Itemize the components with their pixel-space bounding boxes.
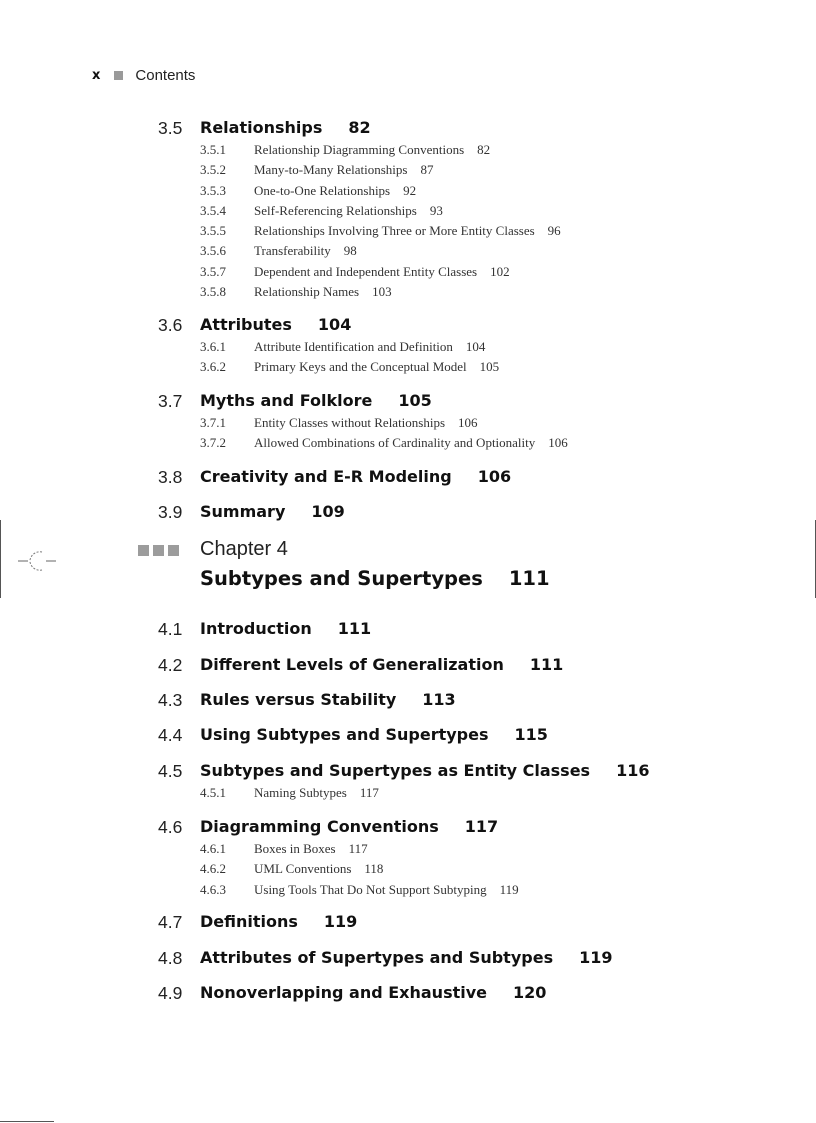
section-number: 3.7: [158, 391, 183, 411]
crop-mark-bottom: [0, 1121, 54, 1122]
section-title: Using Subtypes and Supertypes 115: [200, 725, 548, 744]
chapter-marker-icon: [138, 545, 179, 556]
section-number: 4.9: [158, 983, 183, 1003]
section-number: 4.7: [158, 912, 183, 932]
section-number: 3.5: [158, 118, 183, 138]
section-title: Introduction 111: [200, 619, 372, 638]
section-number: 4.2: [158, 655, 183, 675]
section-number: 4.5: [158, 761, 183, 781]
section-title: Subtypes and Supertypes as Entity Classes 116: [200, 761, 650, 780]
section-title: Attributes 104: [200, 315, 352, 334]
section-number: 3.6: [158, 315, 183, 335]
running-head: [92, 65, 195, 85]
section-title: Nonoverlapping and Exhaustive 120: [200, 983, 547, 1002]
square-bullet-icon: [114, 71, 123, 80]
crop-mark-left: [0, 520, 1, 598]
section-title: Definitions 119: [200, 912, 358, 931]
section-title: Myths and Folklore 105: [200, 391, 432, 410]
running-head-title: Contents: [135, 66, 196, 84]
section-title: Diagramming Conventions 117: [200, 817, 499, 836]
section-number: 4.6: [158, 817, 183, 837]
section-title: Creativity and E-R Modeling 106: [200, 467, 512, 486]
section-number: 4.1: [158, 619, 183, 639]
section-number: 4.3: [158, 690, 183, 710]
section-number: 4.4: [158, 725, 183, 745]
section-title: Relationships 82: [200, 118, 371, 137]
section-number: 3.8: [158, 467, 183, 487]
section-title: Attributes of Supertypes and Subtypes 119: [200, 948, 613, 967]
chapter-title: Subtypes and Supertypes 111: [200, 567, 550, 590]
section-number: 3.9: [158, 502, 183, 522]
chapter-label: Chapter 4: [200, 538, 288, 560]
section-title: Different Levels of Generalization 111: [200, 655, 564, 674]
registration-mark-icon: [18, 548, 56, 574]
section-number: 4.8: [158, 948, 183, 968]
section-title: Rules versus Stability 113: [200, 690, 456, 709]
page-number: x: [92, 67, 101, 83]
section-title: Summary 109: [200, 502, 345, 521]
